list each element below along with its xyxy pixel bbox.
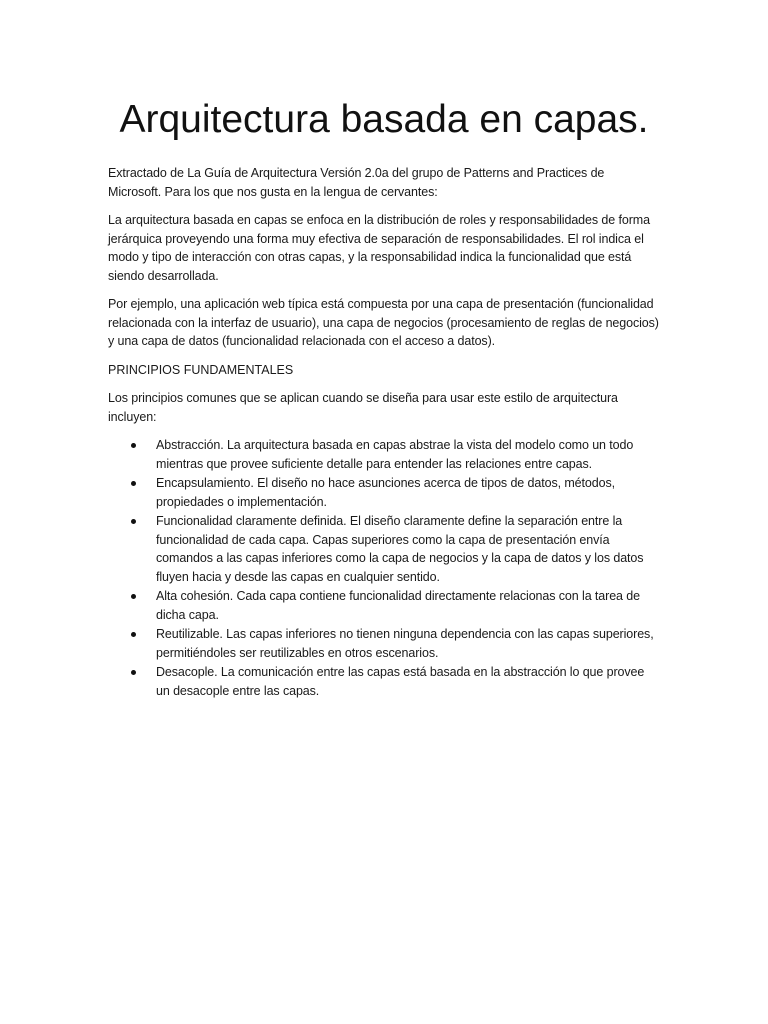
section-intro: Los principios comunes que se aplican cuando se diseña para usar este estilo de arquitectura incluyen: [108, 391, 618, 424]
bullet-icon [131, 443, 136, 448]
bullet-icon [131, 632, 136, 637]
list-item-text: Desacople. La comunicación entre las capas está basada en la abstracción lo que provee un desacople entre las capas. [156, 665, 645, 698]
bullet-icon [131, 481, 136, 486]
bullet-icon [131, 670, 136, 675]
list-item [108, 474, 660, 511]
document-title: Arquitectura basada en capas. [119, 98, 649, 141]
principles-list [108, 436, 660, 700]
intro-paragraph: Extractado de La Guía de Arquitectura Versión 2.0a del grupo de Patterns and Practices de Microsoft. Para los que nos gusta en la lengua de cervantes: [108, 166, 605, 199]
list-item-text: Reutilizable. Las capas inferiores no tienen ninguna dependencia con las capas superiores, permitiéndoles ser reutilizables en otros escenarios. [156, 627, 654, 660]
section-heading: PRINCIPIOS FUNDAMENTALES [108, 362, 294, 377]
list-item-text: Alta cohesión. Cada capa contiene funcionalidad directamente relacionas con la tarea de dicha capa. [156, 589, 640, 622]
definition-paragraph: La arquitectura basada en capas se enfoca en la distribución de roles y responsabilidades de forma jerárquica proveyendo una forma muy efectiva de separación de responsabilidades. El rol indica el modo y tipo de interacción con otras capas, y la responsabilidad indica la funcionalidad que está siendo desarrollada. [108, 213, 650, 283]
list-item [108, 436, 660, 473]
list-item [108, 663, 660, 700]
list-item-text: Funcionalidad claramente definida. El diseño claramente define la separación entre la funcionalidad de cada capa. Capas superiores como la capa de presentación envía comandos a las capas inferiores como la capa de negocios y la capa de datos y los datos fluyen hacia y desde las capas en cualquier sentido. [156, 514, 644, 584]
list-item [108, 625, 660, 662]
list-item [108, 587, 660, 624]
example-paragraph: Por ejemplo, una aplicación web típica está compuesta por una capa de presentación (funcionalidad relacionada con la interfaz de usuario), una capa de negocios (procesamiento de reglas de negocios) y una capa de datos (funcionalidad relacionada con el acceso a datos). [108, 297, 659, 348]
list-item-text: Abstracción. La arquitectura basada en capas abstrae la vista del modelo como un todo mientras que provee suficiente detalle para entender las relaciones entre capas. [156, 438, 634, 471]
list-item-text: Encapsulamiento. El diseño no hace asunciones acerca de tipos de datos, métodos, propiedades o implementación. [156, 476, 615, 509]
bullet-icon [131, 594, 136, 599]
bullet-icon [131, 519, 136, 524]
list-item [108, 512, 660, 586]
